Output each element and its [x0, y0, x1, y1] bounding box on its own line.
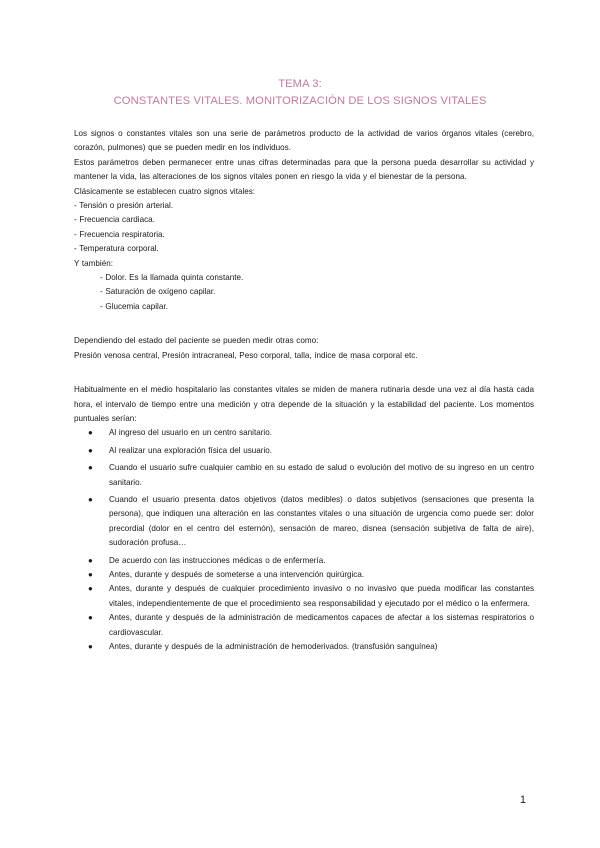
bullet-icon: ● — [88, 642, 93, 651]
moments-list — [74, 426, 534, 654]
other-signs-intro: Dependiendo del estado del paciente se pueden medir otras como: — [74, 336, 319, 346]
list-item: ● De acuerdo con las instrucciones médicas o de enfermería. — [74, 554, 534, 568]
classic-sign-item: - Frecuencia respiratoria. — [74, 229, 165, 239]
bullet-icon: ● — [88, 428, 93, 438]
bullet-icon: ● — [88, 569, 93, 579]
bullet-icon: ● — [88, 494, 93, 504]
bullet-icon: ● — [88, 555, 93, 565]
list-item: ● Al realizar una exploración física del usuario. — [74, 444, 534, 458]
classic-sign-item: - Tensión o presión arterial. — [74, 201, 174, 211]
also-sign-item: - Glucemia capilar. — [100, 301, 168, 311]
also-label: Y también: — [74, 258, 113, 268]
classic-signs-heading: Clásicamente se establecen cuatro signos vitales: — [74, 186, 256, 196]
list-item: ● Cuando el usuario sufre cualquier cambio en su estado de salud o evolución del motivo de su ingreso en un centro sanitario. — [88, 463, 534, 487]
page-number: 1 — [519, 794, 526, 806]
intro-paragraph-2: Estos parámetros deben permanecer entre unas cifras determinadas para que la persona pueda desarrollar su actividad y mantener la vida, las alteraciones de los signos vitales ponen en riesgo la vida y el bienestar de la persona. — [74, 157, 534, 182]
document-subtitle: CONSTANTES VITALES. MONITORIZACIÓN DE LOS SIGNOS VITALES — [113, 95, 487, 107]
list-item: ● Antes, durante y después de someterse a una intervención quirúrgica. — [74, 568, 534, 582]
document-title: TEMA 3: — [278, 78, 322, 90]
bullet-icon: ● — [88, 584, 93, 594]
other-signs-list: Presión venosa central, Presión intracraneal, Peso corporal, talla, índice de masa corporal etc. — [74, 350, 418, 360]
list-item: ● Antes, durante y después de la administración de medicamentos capaces de afectar a los sistemas respiratorios o cardiovascular. — [88, 613, 534, 637]
list-item: ● Antes, durante y después de la administración de hemoderivados. (transfusión sanguínea) — [74, 640, 534, 654]
also-sign-item: - Dolor. Es la llamada quinta constante. — [100, 273, 244, 283]
classic-sign-item: - Temperatura corporal. — [74, 244, 159, 254]
bullet-icon: ● — [88, 613, 93, 623]
list-item: ● Antes, durante y después de cualquier procedimiento invasivo o no invasivo que pueda modificar las constantes vitales, independientemente de que el procedimiento sea responsabilidad y ejecutado por el médico o la enfermera. — [88, 584, 534, 608]
bullet-icon: ● — [88, 463, 93, 473]
moments-intro: Habitualmente en el medio hospitalario las constantes vitales se miden de manera rutinaria desde una vez al día hasta cada hora, el intervalo de tiempo entre una medición y otra depende de la situación y la estabilidad del paciente. Los momentos puntuales serían: — [74, 385, 534, 423]
list-item: ● Cuando el usuario presenta datos objetivos (datos medibles) o datos subjetivos (sensaciones que presenta la persona), que indiquen una alteración en las constantes vitales o una situación de urgencia como puede ser: dolor precordial (dolor en el centro del esternón), sensación de mareo, disnea (sensación subjetiva de falta de aire), sudoración profusa… — [88, 494, 534, 548]
also-sign-item: - Saturación de oxígeno capilar. — [100, 287, 216, 297]
intro-paragraph-1: Los signos o constantes vitales son una serie de parámetros producto de la actividad de varios órganos vitales (cerebro, corazón, pulmones) que se pueden medir en los individuos. — [74, 129, 534, 153]
list-item: ● Al ingreso del usuario en un centro sanitario. — [74, 426, 534, 440]
bullet-icon: ● — [88, 445, 93, 455]
document-body — [74, 127, 534, 654]
classic-sign-item: - Frecuencia cardiaca. — [74, 215, 155, 225]
